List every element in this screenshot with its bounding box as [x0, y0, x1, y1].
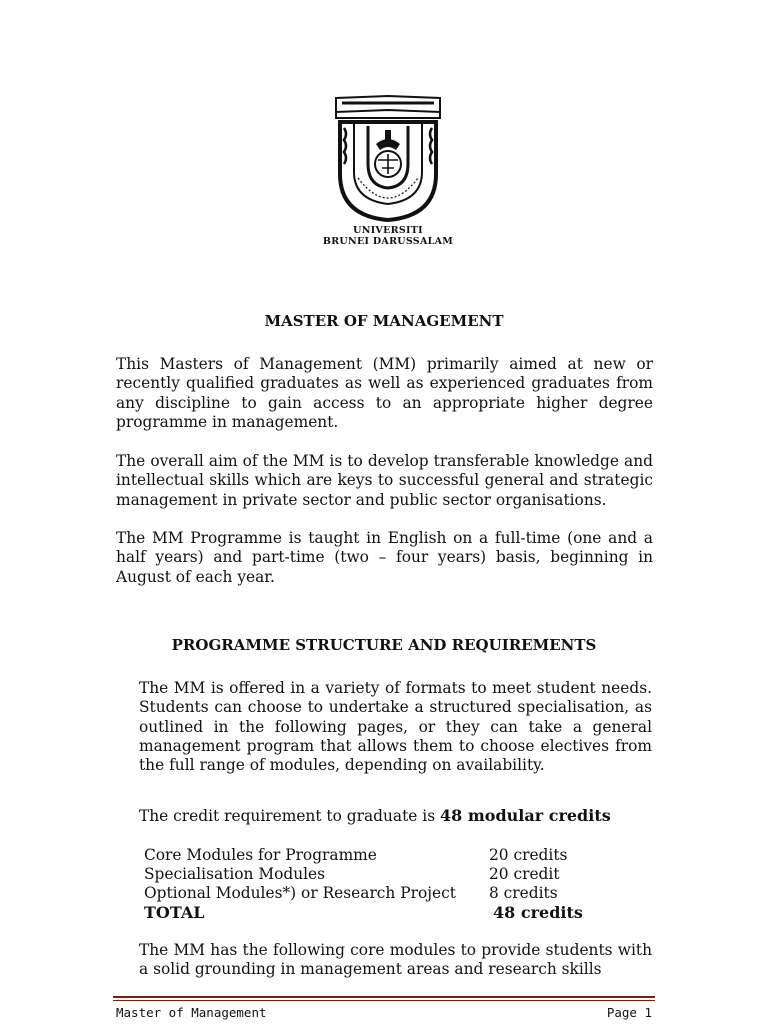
- table-total-label: TOTAL: [144, 903, 205, 922]
- table-row-value: 20 credits: [489, 846, 568, 864]
- university-crest-icon: [328, 94, 448, 222]
- intro-paragraph-1: This Masters of Management (MM) primarily aimed at new or recently qualified graduates as well as experienced graduates from any discipline to gain access to an appropriate higher degree programme in management.: [116, 355, 653, 431]
- table-row-label: Optional Modules*) or Research Project: [144, 884, 456, 902]
- intro-paragraph-2: The overall aim of the MM is to develop transferable knowledge and intellectual skills which are keys to successful general and strategic management in private sector and public sector organisations.: [116, 452, 653, 509]
- table-row-label: Core Modules for Programme: [144, 846, 377, 864]
- table-row-value: 8 credits: [489, 884, 558, 902]
- footer-divider: [113, 996, 655, 998]
- page-number: Page 1: [606, 1005, 652, 1020]
- logo-text-line2: BRUNEI DARUSSALAM: [322, 236, 454, 247]
- credit-total-strong: 48 modular credits: [440, 806, 611, 825]
- table-row-value: 20 credit: [489, 865, 560, 883]
- table-row: [144, 884, 624, 903]
- table-row: [144, 846, 624, 865]
- table-total-value: 48 credits: [493, 903, 583, 922]
- table-row: [144, 865, 624, 884]
- credit-prefix: The credit requirement to graduate is: [139, 807, 440, 825]
- table-row-label: Specialisation Modules: [144, 865, 326, 883]
- section-heading: PROGRAMME STRUCTURE AND REQUIREMENTS: [171, 636, 597, 654]
- credit-table: [144, 846, 624, 922]
- credit-requirement: [139, 806, 611, 825]
- footer-divider-thin: [113, 1000, 655, 1001]
- footer-title: Master of Management: [116, 1005, 267, 1020]
- page-title: MASTER OF MANAGEMENT: [264, 312, 504, 330]
- university-logo: [318, 94, 458, 252]
- intro-paragraph-3: The MM Programme is taught in English on a full-time (one and a half years) and part-time (two – four years) basis, beginning in August of each year.: [116, 529, 653, 586]
- structure-paragraph-1: The MM is offered in a variety of formats to meet student needs. Students can choose to undertake a structured specialisation, as outlined in the following pages, or they can take a general management program that allows them to choose electives from the full range of modules, depending on availability.: [139, 679, 652, 775]
- table-total-row: [144, 903, 624, 922]
- structure-paragraph-2: The MM has the following core modules to provide students with a solid grounding in management areas and research skills: [139, 941, 652, 979]
- logo-text-line1: UNIVERSITI: [353, 225, 423, 236]
